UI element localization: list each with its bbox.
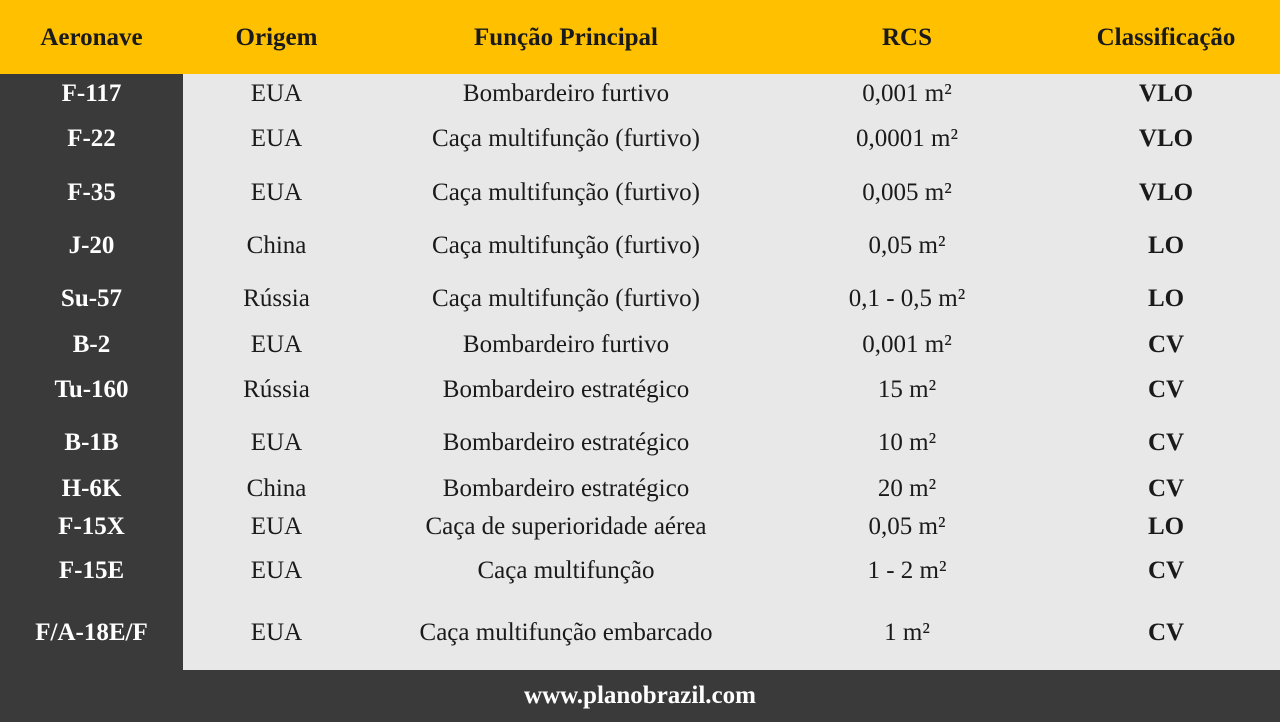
- cell-role: Caça de superioridade aérea: [425, 513, 707, 540]
- cell-classification: VLO: [1138, 125, 1194, 152]
- cell-classification: CV: [1147, 475, 1185, 502]
- cell-role: Caça multifunção (furtivo): [432, 285, 700, 312]
- header-rcs: RCS: [881, 24, 932, 51]
- cell-classification: LO: [1147, 232, 1185, 259]
- cell-rcs: 1 - 2 m²: [867, 557, 947, 584]
- cell-classification: VLO: [1138, 80, 1194, 107]
- cell-origin: EUA: [250, 179, 303, 206]
- cell-role: Caça multifunção (furtivo): [432, 232, 700, 259]
- cell-classification: VLO: [1138, 179, 1194, 206]
- cell-origin: Rússia: [243, 376, 310, 403]
- table-header: [0, 0, 1280, 74]
- cell-aircraft: B-1B: [64, 429, 119, 456]
- cell-aircraft: H-6K: [61, 475, 122, 502]
- cell-role: Caça multifunção (furtivo): [432, 125, 700, 152]
- cell-origin: EUA: [250, 557, 303, 584]
- cell-rcs: 15 m²: [877, 376, 937, 403]
- cell-role: Caça multifunção embarcado: [419, 619, 713, 646]
- cell-role: Bombardeiro estratégico: [442, 429, 690, 456]
- cell-classification: LO: [1147, 285, 1185, 312]
- cell-rcs: 0,1 - 0,5 m²: [848, 285, 966, 312]
- cell-classification: CV: [1147, 557, 1185, 584]
- cell-rcs: 1 m²: [884, 619, 930, 646]
- cell-origin: EUA: [250, 331, 303, 358]
- cell-origin: EUA: [250, 80, 303, 107]
- cell-aircraft: F-22: [67, 125, 116, 152]
- cell-aircraft: Su-57: [60, 285, 123, 312]
- cell-rcs: 0,05 m²: [868, 232, 946, 259]
- cell-role: Bombardeiro estratégico: [442, 376, 690, 403]
- cell-role: Caça multifunção (furtivo): [432, 179, 700, 206]
- cell-classification: CV: [1147, 376, 1185, 403]
- cell-rcs: 20 m²: [877, 475, 937, 502]
- header-origin: Origem: [235, 24, 318, 51]
- cell-rcs: 0,05 m²: [868, 513, 946, 540]
- cell-rcs: 0,001 m²: [862, 331, 952, 358]
- cell-rcs: 0,001 m²: [862, 80, 952, 107]
- cell-aircraft: F-15E: [58, 557, 125, 584]
- cell-role: Bombardeiro furtivo: [462, 80, 670, 107]
- cell-origin: China: [246, 475, 307, 502]
- cell-aircraft: Tu-160: [54, 376, 129, 403]
- cell-role: Caça multifunção: [477, 557, 655, 584]
- cell-aircraft: B-2: [72, 331, 111, 358]
- cell-origin: EUA: [250, 513, 303, 540]
- cell-classification: CV: [1147, 331, 1185, 358]
- header-aircraft: Aeronave: [40, 24, 143, 51]
- header-classification: Classificação: [1096, 24, 1236, 51]
- cell-rcs: 10 m²: [877, 429, 937, 456]
- footer-website: www.planobrazil.com: [524, 682, 756, 709]
- cell-classification: CV: [1147, 619, 1185, 646]
- cell-aircraft: F-117: [61, 80, 122, 107]
- cell-origin: Rússia: [243, 285, 310, 312]
- cell-origin: China: [246, 232, 307, 259]
- cell-aircraft: F-15X: [58, 513, 125, 540]
- cell-aircraft: J-20: [68, 232, 115, 259]
- cell-origin: EUA: [250, 429, 303, 456]
- cell-role: Bombardeiro estratégico: [442, 475, 690, 502]
- cell-aircraft: F/A-18E/F: [35, 619, 148, 646]
- cell-rcs: 0,0001 m²: [856, 125, 958, 152]
- header-role: Função Principal: [473, 24, 659, 51]
- cell-origin: EUA: [250, 619, 303, 646]
- cell-role: Bombardeiro furtivo: [462, 331, 670, 358]
- cell-aircraft: F-35: [67, 179, 116, 206]
- cell-classification: CV: [1147, 429, 1185, 456]
- cell-rcs: 0,005 m²: [862, 179, 952, 206]
- cell-classification: LO: [1147, 513, 1185, 540]
- cell-origin: EUA: [250, 125, 303, 152]
